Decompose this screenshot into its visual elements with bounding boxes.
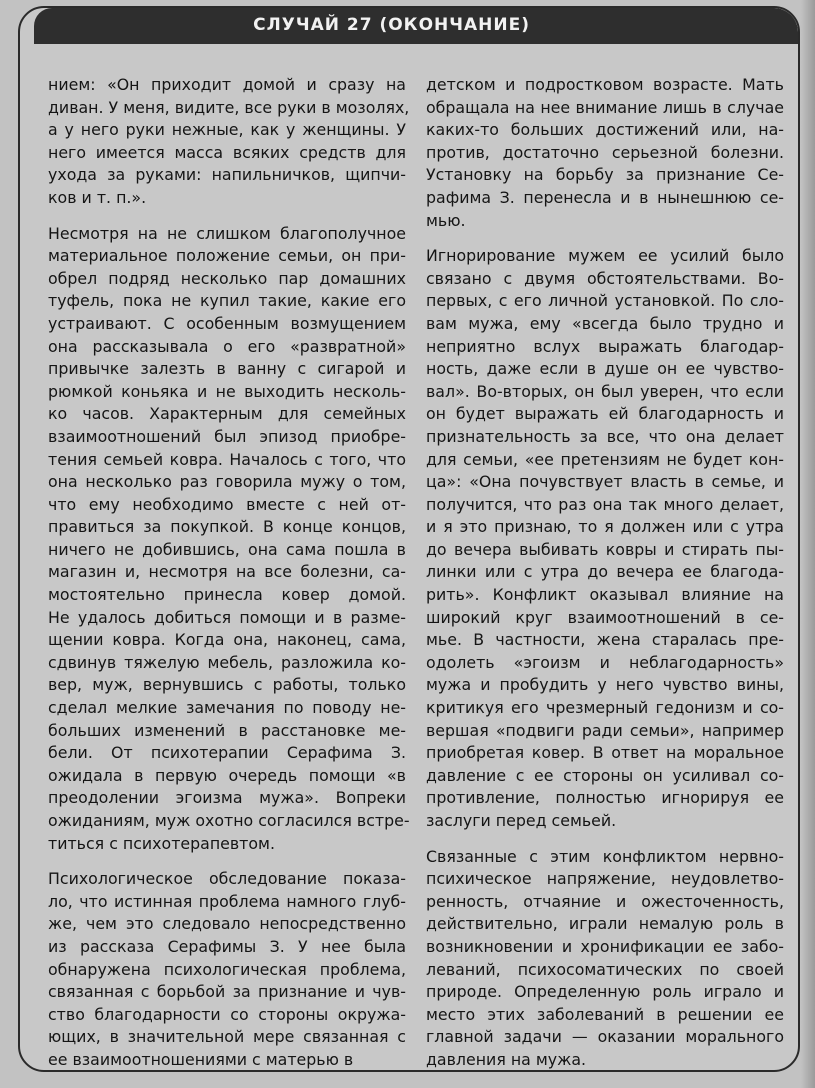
text-line: Связанные с этим конфликтом нервно- bbox=[426, 846, 784, 866]
text-line: признательность за все, что она делает bbox=[426, 426, 784, 446]
text-line: больших изменений в расстановке ме- bbox=[48, 720, 406, 740]
text-line: она несколько раз говорила мужу о том, bbox=[48, 472, 406, 492]
text-line: правиться за покупкой. В конце концов, bbox=[48, 517, 406, 537]
text-line: обнаружена психологическая проблема, bbox=[48, 959, 406, 979]
text-line: давление с ее стороны он усиливал со- bbox=[426, 765, 784, 785]
text-line: ство благодарности со стороны окружа- bbox=[48, 1004, 406, 1024]
text-line: действительно, играли немалую роль в bbox=[426, 914, 784, 934]
text-line: из рассказа Серафимы З. У нее была bbox=[48, 936, 406, 956]
text-line: ничего не добившись, она сама пошла в bbox=[48, 539, 406, 559]
text-line: первых, с его личной установкой. По сло- bbox=[426, 291, 784, 311]
text-line: Установку на борьбу за признание Се- bbox=[426, 165, 784, 185]
paragraph bbox=[426, 245, 784, 832]
paragraph bbox=[48, 868, 406, 1071]
text-line: ожиданиям, муж охотно согласился встре- bbox=[48, 811, 410, 830]
text-line: и я это признаю, то я должен или с утра bbox=[426, 517, 784, 537]
text-line: рюмкой коньяка и не выходить несколь- bbox=[48, 381, 406, 401]
text-line: неприятно вслух выражать благодар- bbox=[426, 336, 784, 356]
text-line: до вечера выбивать ковры и стирать пы- bbox=[426, 539, 784, 559]
text-line: заслуги перед семьей. bbox=[426, 811, 617, 830]
text-line: обращала на нее внимание лишь в случае bbox=[426, 97, 784, 117]
text-line: Несмотря на не слишком благополучное bbox=[48, 223, 406, 243]
text-line: природе. Определенную роль играло и bbox=[426, 982, 784, 1002]
text-line: детском и подростковом возрасте. Мать bbox=[426, 75, 784, 94]
text-line: взаимоотношений был эпизод приобре- bbox=[48, 426, 406, 446]
text-line: вершая «подвиги ради семьи», например bbox=[426, 720, 784, 740]
text-line: место этих заболеваний в решении ее bbox=[426, 1004, 784, 1024]
text-line: широкий круг взаимоотношений в се- bbox=[426, 607, 784, 627]
text-line: мью. bbox=[426, 210, 466, 230]
right-column bbox=[426, 74, 784, 1072]
text-line: щении ковра. Когда она, наконец, сама, bbox=[48, 630, 406, 650]
left-column bbox=[48, 74, 410, 1072]
paragraph bbox=[426, 74, 784, 232]
case-box bbox=[18, 6, 800, 1072]
text-line: мужа и пробудить у него чувство вины, bbox=[426, 675, 784, 695]
text-line: привычке залезть в ванну с сигарой и bbox=[48, 359, 406, 379]
text-line: мье. В частности, жена старалась пре- bbox=[426, 630, 784, 650]
text-line: ющих, в значительной мере связанная с bbox=[48, 1027, 406, 1047]
text-line: ожидала в первую очередь помощи «в bbox=[48, 765, 406, 785]
text-line: ность, даже если в душе он ее чувство- bbox=[426, 359, 784, 379]
case-header bbox=[34, 8, 798, 44]
text-line: критикуя его чрезмерный гедонизм и со- bbox=[426, 698, 784, 718]
text-line: ко часов. Характерным для семейных bbox=[48, 404, 406, 424]
text-line: Не удалось добиться помощи и в разме- bbox=[48, 607, 406, 627]
text-line: рафима З. перенесла и в нынешнюю се- bbox=[426, 187, 784, 207]
text-line: бели. От психотерапии Серафима З. bbox=[48, 743, 406, 763]
text-line: магазин и, несмотря на все болезни, са- bbox=[48, 562, 406, 582]
text-line: леваний, психосоматических по своей bbox=[426, 959, 784, 979]
paragraph bbox=[48, 74, 410, 210]
text-line: что ему необходимо вместе с ней от- bbox=[48, 494, 406, 514]
text-line: связано с двумя обстоятельствами. Во- bbox=[426, 268, 784, 288]
text-line: ухода за руками: напильничков, щипчи- bbox=[48, 165, 406, 185]
text-line: материальное положение семьи, он при- bbox=[48, 246, 406, 266]
text-line: линки или с утра до вечера ее благода- bbox=[426, 562, 784, 582]
text-line: возникновении и хронификации ее забо- bbox=[426, 936, 784, 956]
text-line: вам мужа, ему «всегда было трудно и bbox=[426, 313, 784, 333]
text-line: вал». Во-вторых, он был уверен, что если bbox=[426, 381, 784, 401]
text-line: мостоятельно принесла ковер домой. bbox=[48, 585, 406, 605]
text-line: связанная с борьбой за признание и чув- bbox=[48, 982, 406, 1002]
text-line: главной задачи — оказании морального bbox=[426, 1027, 784, 1047]
text-line: она рассказывала о его «развратной» bbox=[48, 336, 406, 356]
text-line: сдвинув тяжелую мебель, разложила ко- bbox=[48, 652, 406, 672]
text-line: него имеется масса всяких средств для bbox=[48, 142, 406, 162]
text-line: вер, муж, вернувшись с работы, только bbox=[48, 675, 406, 695]
text-line: ло, что истинная проблема намного глуб- bbox=[48, 891, 406, 911]
text-line: ренность, отчаяние и ожесточенность, bbox=[426, 891, 784, 911]
text-line: сделал мелкие замечания по поводу не- bbox=[48, 698, 406, 718]
text-line: ее взаимоотношениями с матерью в bbox=[48, 1049, 354, 1069]
text-line: психическое напряжение, неудовлетво- bbox=[426, 869, 784, 889]
paragraph bbox=[426, 846, 784, 1072]
text-line: ца»: «Она почувствует власть в семье, и bbox=[426, 472, 784, 492]
text-line: а у него руки нежные, как у женщины. У bbox=[48, 120, 406, 140]
text-line: для семьи, «ее претензиям не будет кон- bbox=[426, 449, 784, 469]
text-line: Психологическое обследование показа- bbox=[48, 869, 406, 889]
text-line: нием: «Он приходит домой и сразу на bbox=[48, 75, 406, 94]
text-line: туфель, пока не купил такие, какие его bbox=[48, 291, 406, 311]
text-line: получится, что раз она так много делает, bbox=[426, 494, 784, 514]
text-line: он будет выражать ей благодарность и bbox=[426, 404, 784, 424]
text-line: же, чем это следовало непосредственно bbox=[48, 914, 406, 934]
text-line: устраивают. С особенным возмущением bbox=[48, 313, 406, 333]
case-title: СЛУЧАЙ 27 (ОКОНЧАНИЕ) bbox=[253, 15, 530, 35]
text-line: давления на мужа. bbox=[426, 1049, 587, 1069]
text-line: титься с психотерапевтом. bbox=[48, 833, 275, 853]
text-line: Игнорирование мужем ее усилий было bbox=[426, 246, 784, 266]
text-line: тения семьей ковра. Началось с того, что bbox=[48, 449, 406, 469]
page-edge-shadow bbox=[801, 0, 815, 1088]
text-line: одолеть «эгоизм и неблагодарность» bbox=[426, 652, 784, 672]
text-line: преодолении эгоизма мужа». Вопреки bbox=[48, 788, 406, 808]
text-line: ков и т. п.». bbox=[48, 187, 147, 207]
text-line: рить». Конфликт оказывал влияние на bbox=[426, 585, 784, 605]
text-line: противление, полностью игнорируя ее bbox=[426, 788, 784, 808]
text-line: обрел подряд несколько пар домашних bbox=[48, 268, 406, 288]
text-line: приобретая ковер. В ответ на моральное bbox=[426, 743, 784, 763]
text-line: каких-то больших достижений или, на- bbox=[426, 120, 784, 140]
text-line: диван. У меня, видите, все руки в мозолях, bbox=[48, 97, 410, 117]
paragraph bbox=[48, 223, 410, 856]
text-line: против, достаточно серьезной болезни. bbox=[426, 142, 784, 162]
